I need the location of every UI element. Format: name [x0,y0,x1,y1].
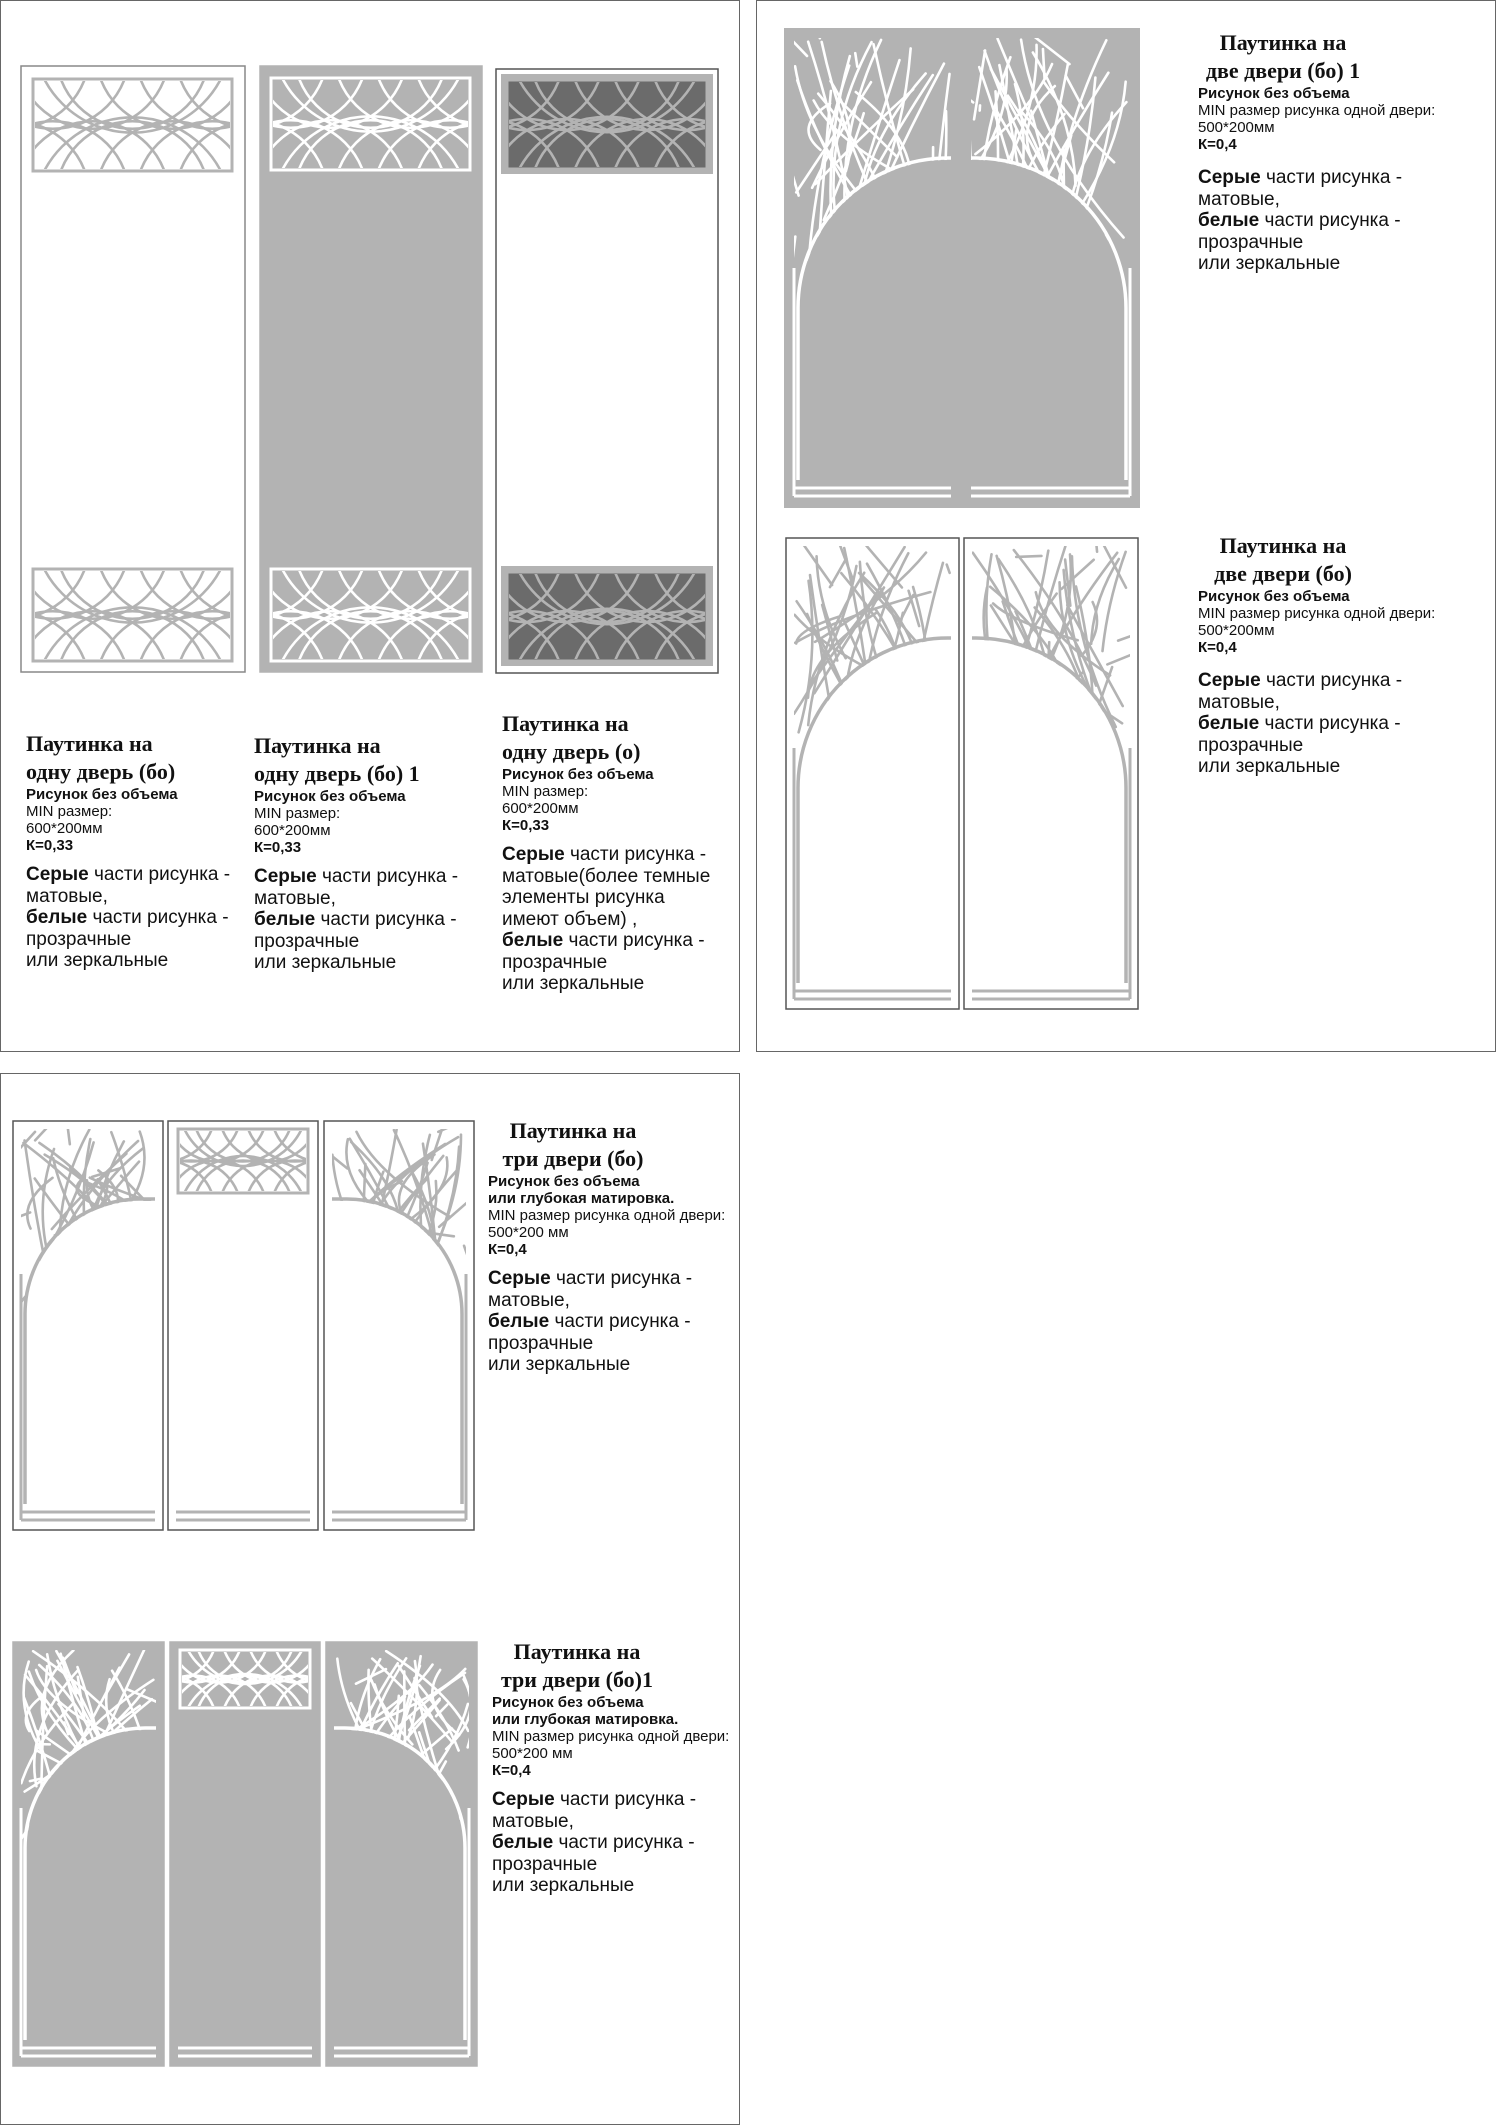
color-description [1198,167,1468,275]
description-text: или зеркальные [1198,253,1341,274]
description-bold-word: белые [26,907,88,928]
description-line [1198,692,1468,714]
min-size-text: MIN размер рисунка одной двери: [1198,605,1436,622]
description-line [502,866,738,888]
min-size-text: MIN размер: [502,783,589,800]
design-subtitle: Рисунок без объема [1198,588,1350,605]
description-text: части рисунка - [553,1832,695,1853]
description-line [488,1354,738,1376]
design-subtitle: или глубокая матировка. [488,1190,675,1207]
description-text: части рисунка - [87,907,229,928]
description-line [492,1875,738,1897]
min-size-text: MIN размер: [26,803,113,820]
top-web-panel [33,79,232,171]
top-web-panel [271,78,470,170]
design-subtitle: или глубокая матировка. [492,1711,679,1728]
description-text: матовые, [254,887,336,909]
description-text: части рисунка - [554,1789,697,1810]
design-title-line: три двери (бо)1 [500,1667,654,1692]
description-bold-word: белые [492,1832,554,1853]
description-text: части рисунка - [1259,210,1401,231]
design-title-line: Паутинка на [1219,533,1347,558]
description-text: части рисунка - [550,1268,693,1289]
description-line [26,907,236,929]
description-text: прозрачные [492,1853,598,1875]
min-size-text: MIN размер: [254,805,341,822]
description-text: или зеркальные [26,950,169,971]
description-text: или зеркальные [502,973,645,994]
description-line [492,1854,738,1876]
description-text: или зеркальные [492,1875,635,1896]
description-line [502,930,738,952]
caption-two-doors-bo [1198,532,1468,778]
description-text: части рисунка - [88,864,231,885]
description-text: части рисунка - [1260,167,1403,188]
design-title-line: одну дверь (о) [502,739,641,764]
min-size-text: MIN размер рисунка одной двери: [488,1207,726,1224]
design-title-line: Паутинка на [26,731,153,756]
design-subtitle: Рисунок без объема [1198,85,1350,102]
description-text: части рисунка - [549,1311,691,1332]
description-line [502,952,738,974]
description-bold-word: Серые [502,844,565,865]
description-line [254,909,484,931]
web-branch [1016,556,1041,557]
design-title-line: две двери (бо) [1214,561,1352,586]
min-size-text: 500*200мм [1198,622,1275,639]
description-text: части рисунка - [1260,670,1403,691]
description-text: части рисунка - [563,930,705,951]
description-text: или зеркальные [1198,756,1341,777]
description-line [492,1789,738,1811]
description-line [502,887,738,909]
design-title-line: одну дверь (бо) [26,759,176,784]
min-size-text: 600*200мм [26,820,103,837]
bottom-web-panel [271,569,470,661]
description-text: матовые, [26,885,108,907]
design-title-line: Паутинка на [254,733,381,758]
color-description [492,1789,738,1897]
description-bold-word: белые [502,930,564,951]
caption-three-doors-bo [488,1117,738,1376]
min-size-text: 500*200 мм [492,1745,573,1762]
coefficient-text: К=0,4 [1198,639,1237,656]
color-description [1198,670,1468,778]
description-line [1198,167,1468,189]
description-bold-word: Серые [488,1268,551,1289]
description-line [488,1268,738,1290]
description-bold-word: Серые [26,864,89,885]
design-title-line: две двери (бо) 1 [1205,58,1361,83]
description-line [26,864,236,886]
description-bold-word: белые [488,1311,550,1332]
description-text: или зеркальные [254,952,397,973]
min-size-text: 600*200мм [502,800,579,817]
description-bold-word: Серые [1198,167,1261,188]
description-bold-word: Серые [1198,670,1261,691]
description-text: прозрачные [1198,734,1304,756]
description-text: прозрачные [1198,231,1304,253]
description-text: прозрачные [26,928,132,950]
color-description [254,866,484,974]
description-text: части рисунка - [1259,713,1401,734]
description-text: элементы рисунка [502,887,665,908]
min-size-text: 500*200 мм [488,1224,569,1241]
design-title-line: одну дверь (бо) 1 [254,761,420,786]
design-title-line: Паутинка на [513,1639,641,1664]
coefficient-text: К=0,33 [502,817,550,834]
description-line [1198,735,1468,757]
min-size-text: 600*200мм [254,822,331,839]
design-title-line: Паутинка на [502,711,629,736]
description-text: прозрачные [502,951,608,973]
description-text: имеют объем) , [502,908,638,930]
description-line [488,1333,738,1355]
min-size-text: MIN размер рисунка одной двери: [492,1728,730,1745]
description-bold-word: Серые [254,866,317,887]
color-description [502,844,738,995]
design-title-line: три двери (бо) [502,1146,644,1171]
description-line [254,952,484,974]
color-description [26,864,236,972]
description-text: части рисунка - [316,866,459,887]
design-subtitle: Рисунок без объема [26,786,178,803]
min-size-text: MIN размер рисунка одной двери: [1198,102,1436,119]
design-subtitle: Рисунок без объема [488,1173,640,1190]
description-bold-word: Серые [492,1789,555,1810]
description-text: матовые, [488,1289,570,1311]
coefficient-text: К=0,33 [26,837,74,854]
description-line [26,950,236,972]
caption-one-door-bo [26,730,236,972]
caption-two-doors-bo-1 [1198,29,1468,275]
description-bold-word: белые [1198,713,1260,734]
description-line [26,929,236,951]
description-line [1198,253,1468,275]
design-subtitle: Рисунок без объема [502,766,654,783]
caption-one-door-o [502,710,738,995]
design-title-line: Паутинка на [509,1118,637,1143]
description-line [254,888,484,910]
description-line [1198,189,1468,211]
caption-three-doors-bo-1 [492,1638,738,1897]
description-text: прозрачные [254,930,360,952]
web-branch [1043,49,1045,79]
description-line [1198,756,1468,778]
description-text: части рисунка - [564,844,707,865]
description-line [254,866,484,888]
description-line [1198,210,1468,232]
description-line [502,909,738,931]
description-line [502,973,738,995]
description-text: или зеркальные [488,1354,631,1375]
description-line [492,1811,738,1833]
description-bold-word: белые [254,909,316,930]
coefficient-text: К=0,4 [488,1241,527,1258]
description-line [488,1311,738,1333]
coefficient-text: К=0,4 [492,1762,531,1779]
description-text: части рисунка - [315,909,457,930]
color-description [488,1268,738,1376]
description-line [492,1832,738,1854]
description-text: матовые, [1198,188,1280,210]
design-subtitle: Рисунок без объема [492,1694,644,1711]
description-line [502,844,738,866]
description-text: матовые, [492,1810,574,1832]
design-subtitle: Рисунок без объема [254,788,406,805]
description-text: матовые, [1198,691,1280,713]
description-line [1198,713,1468,735]
min-size-text: 500*200мм [1198,119,1275,136]
coefficient-text: К=0,33 [254,839,302,856]
description-line [1198,232,1468,254]
description-text: прозрачные [488,1332,594,1354]
bottom-web-panel [33,569,232,661]
design-title-line: Паутинка на [1219,30,1347,55]
caption-one-door-bo-1 [254,732,484,974]
description-bold-word: белые [1198,210,1260,231]
description-line [1198,670,1468,692]
description-line [26,886,236,908]
coefficient-text: К=0,4 [1198,136,1237,153]
description-text: матовые(более темные [502,865,711,887]
description-line [488,1290,738,1312]
description-line [254,931,484,953]
